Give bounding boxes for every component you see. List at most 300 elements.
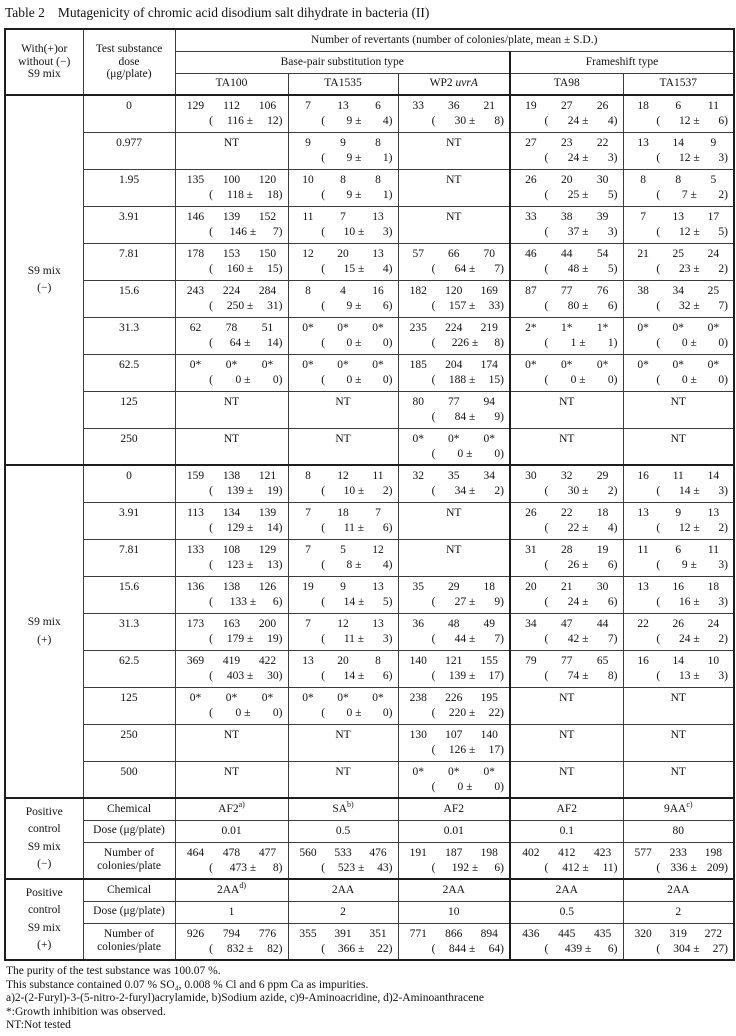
replicate-value: 44 <box>596 617 609 630</box>
result-cell <box>623 539 734 576</box>
result-cell <box>175 923 288 960</box>
replicate-values <box>289 503 398 521</box>
open-paren: ( <box>544 595 549 608</box>
open-paren: ( <box>544 373 549 386</box>
replicate-value: 0* <box>448 432 460 445</box>
sd-value: 2) <box>718 632 728 645</box>
open-paren: ( <box>321 262 326 275</box>
sd-value: 3) <box>382 225 393 238</box>
not-tested-cell <box>623 761 734 798</box>
section-label: Positive control S9 mix (−) <box>5 798 83 879</box>
open-paren: ( <box>656 188 661 201</box>
mean-sd <box>624 299 734 316</box>
replicate-value: 284 <box>258 284 277 297</box>
chemical-cell: 2AA <box>398 879 510 901</box>
replicate-values <box>289 207 398 225</box>
sd-value: 33) <box>488 299 504 312</box>
replicate-value: 87 <box>525 284 537 297</box>
mean-sd <box>289 299 398 316</box>
positive-control-chemical-row <box>5 798 734 820</box>
sd-value: 11) <box>602 861 618 874</box>
sd-value: 13) <box>267 558 283 571</box>
sd-value: 22) <box>377 942 393 955</box>
sd-value: 6) <box>272 595 283 608</box>
open-paren: ( <box>209 706 213 719</box>
sd-value: 14) <box>267 521 283 534</box>
replicate-value: 130 <box>409 728 427 741</box>
replicate-value: 106 <box>258 100 277 112</box>
nt-value: NT <box>446 506 462 519</box>
sd-value: 4) <box>382 115 393 127</box>
open-paren: ( <box>321 225 326 238</box>
nt-value: NT <box>446 543 462 556</box>
open-paren: ( <box>321 188 326 201</box>
replicate-value: 38 <box>560 210 573 223</box>
replicate-value: 794 <box>222 927 241 940</box>
replicate-value: 33 <box>525 210 537 223</box>
mean-sd <box>399 632 510 649</box>
mean-sd <box>399 706 510 723</box>
replicate-values <box>289 466 398 484</box>
sd-value: 0) <box>607 373 618 386</box>
mean-sd <box>176 373 288 390</box>
replicate-value: 163 <box>222 617 241 630</box>
mean-value: 32 ± <box>678 299 700 312</box>
sd-value: 6) <box>382 299 393 312</box>
open-paren: ( <box>544 225 549 238</box>
replicate-value: 139 <box>222 210 241 223</box>
mean-sd <box>399 373 510 390</box>
sd-value: 8) <box>494 115 504 127</box>
replicate-value: 17 <box>707 210 720 223</box>
mean-value: 27 ± <box>454 595 476 608</box>
replicate-value: 46 <box>525 247 537 260</box>
result-cell <box>288 613 398 650</box>
mean-sd-empty <box>511 410 623 427</box>
nt-value: NT <box>670 395 686 408</box>
replicate-value: 560 <box>299 846 317 859</box>
mean-value: 9 ± <box>346 299 362 312</box>
dose-cell: 62.5 <box>83 650 175 687</box>
sd-value: 30) <box>267 669 283 682</box>
nt-value: NT <box>559 765 575 778</box>
sd-value: 3) <box>718 485 728 497</box>
open-paren: ( <box>544 861 549 874</box>
nt-value: NT <box>335 395 351 408</box>
replicate-values <box>289 614 398 632</box>
open-paren: ( <box>656 225 661 238</box>
section-label: S9 mix (+) <box>5 465 83 798</box>
mean-value: 44 ± <box>454 632 476 645</box>
mean-value: 11 ± <box>343 632 365 645</box>
replicate-values <box>624 281 734 299</box>
replicate-value: 140 <box>480 728 498 741</box>
chemical-cell: 2AA$^{d)}$ <box>175 879 288 901</box>
replicate-value: 0* <box>189 691 202 704</box>
replicate-value: 34 <box>525 617 537 630</box>
mean-sd <box>399 669 510 686</box>
mean-value: 832 ± <box>226 942 254 955</box>
chemical-cell: 9AA$^{c)}$ <box>623 798 734 820</box>
mean-value: 30 ± <box>454 115 476 127</box>
mean-sd-empty <box>289 447 398 464</box>
dose-value-cell: 0.5 <box>288 820 398 842</box>
replicate-value: 57 <box>412 247 424 260</box>
result-cell <box>398 650 510 687</box>
replicate-values <box>399 843 510 861</box>
sd-value: 3) <box>607 151 618 164</box>
open-paren: ( <box>656 595 661 608</box>
open-paren: ( <box>656 558 661 571</box>
replicate-value: 159 <box>186 470 205 482</box>
replicate-value: 13 <box>302 654 314 667</box>
mean-value: 12 ± <box>678 115 700 127</box>
sd-value: 6) <box>607 299 618 312</box>
sd-value: 6) <box>382 669 393 682</box>
dose-cell: 1.95 <box>83 169 175 206</box>
replicate-values <box>289 540 398 558</box>
dose-cell: 7.81 <box>83 243 175 280</box>
replicate-value: 0* <box>483 432 495 445</box>
mean-sd <box>176 706 288 723</box>
replicate-value: 894 <box>480 927 498 940</box>
replicate-values <box>176 281 288 299</box>
replicate-values <box>289 133 398 151</box>
mean-sd <box>624 151 734 168</box>
replicate-value: 21 <box>483 100 495 112</box>
data-row <box>5 280 734 317</box>
replicate-value: 435 <box>593 927 612 940</box>
chemical-cell: AF2 <box>510 798 623 820</box>
replicate-values <box>399 466 510 484</box>
open-paren: ( <box>544 521 549 534</box>
mean-value: 226 ± <box>451 336 479 349</box>
replicate-value: 21 <box>637 247 649 260</box>
replicate-values <box>624 651 734 669</box>
replicate-values <box>399 392 510 410</box>
replicate-values <box>176 170 288 188</box>
replicate-value: 77 <box>560 284 573 297</box>
sd-value: 7) <box>607 632 618 645</box>
result-cell <box>175 243 288 280</box>
data-row <box>5 465 734 502</box>
result-cell <box>398 923 510 960</box>
positive-control-count-row <box>5 923 734 960</box>
replicate-value: 238 <box>409 691 427 704</box>
mean-value: 366 ± <box>337 942 365 955</box>
dose-row-label: Dose (μg/plate) <box>83 820 175 842</box>
not-tested-cell <box>623 391 734 428</box>
not-tested-cell <box>510 761 623 798</box>
replicate-value: 7 <box>305 506 311 519</box>
replicate-value: 419 <box>222 654 241 667</box>
dose-cell: 15.6 <box>83 280 175 317</box>
open-paren: ( <box>321 151 326 164</box>
data-row <box>5 724 734 761</box>
replicate-value: 182 <box>409 284 427 297</box>
replicate-value: 6 <box>675 543 682 556</box>
result-cell <box>175 842 288 879</box>
replicate-value: 412 <box>558 846 576 859</box>
open-paren: ( <box>431 485 436 497</box>
nt-value: NT <box>335 765 351 778</box>
dose-cell: 250 <box>83 724 175 761</box>
replicate-value: 94 <box>483 395 495 408</box>
mean-value: 24 ± <box>567 595 589 608</box>
mean-value: 146 ± <box>229 225 257 238</box>
not-tested-cell <box>510 687 623 724</box>
replicate-value: 16 <box>372 284 384 297</box>
dose-cell: 31.3 <box>83 613 175 650</box>
footnotes <box>4 961 733 1033</box>
data-row <box>5 391 734 428</box>
result-cell <box>398 613 510 650</box>
replicate-value: 13 <box>372 617 384 630</box>
mean-value: 0 ± <box>570 373 586 386</box>
open-paren: ( <box>321 115 326 127</box>
mean-sd <box>289 595 398 612</box>
header-dose: Test substance dose (μg/plate) <box>83 29 175 95</box>
sd-value: 15) <box>488 373 504 386</box>
result-cell <box>288 650 398 687</box>
replicate-values <box>399 688 510 706</box>
nt-value: NT <box>670 728 686 741</box>
mean-value: 10 ± <box>343 225 365 238</box>
replicate-value: 140 <box>409 654 427 667</box>
data-row <box>5 428 734 465</box>
data-row <box>5 576 734 613</box>
not-tested-cell <box>510 391 623 428</box>
mean-sd-empty <box>176 780 288 797</box>
mean-sd <box>511 942 623 959</box>
result-cell <box>175 576 288 613</box>
data-row <box>5 761 734 798</box>
dose-value-cell: 0.01 <box>175 820 288 842</box>
replicate-values <box>624 503 734 521</box>
mean-sd <box>176 225 288 242</box>
replicate-values <box>511 207 623 225</box>
replicate-value: 926 <box>186 927 205 940</box>
nt-value: NT <box>223 395 240 408</box>
dose-cell: 31.3 <box>83 317 175 354</box>
sd-value: 6) <box>494 861 504 874</box>
replicate-value: 153 <box>222 247 241 260</box>
dose-cell: 15.6 <box>83 576 175 613</box>
positive-control-dose-row <box>5 901 734 923</box>
replicate-value: 120 <box>258 173 277 186</box>
replicate-values <box>176 503 288 521</box>
chemical-cell: AF2$^{a)}$ <box>175 798 288 820</box>
mean-value: 24 ± <box>567 151 589 164</box>
open-paren: ( <box>656 336 661 349</box>
replicate-value: 22 <box>637 617 649 630</box>
result-cell <box>510 280 623 317</box>
sd-value: 14) <box>267 336 283 349</box>
replicate-values <box>624 614 734 632</box>
mean-sd <box>399 484 510 501</box>
mean-sd <box>624 373 734 390</box>
replicate-value: 32 <box>412 470 424 482</box>
mean-sd <box>289 942 398 959</box>
replicate-value: 36 <box>448 100 460 112</box>
replicate-value: 29 <box>448 580 460 593</box>
replicate-values <box>399 318 510 336</box>
mean-sd <box>624 262 734 279</box>
replicate-value: 7 <box>305 100 311 112</box>
sd-value: 4) <box>382 558 393 571</box>
replicate-value: 13 <box>372 580 384 593</box>
replicate-value: 204 <box>445 358 463 371</box>
mean-value: 15 ± <box>343 262 365 275</box>
chemical-cell: AF2 <box>398 798 510 820</box>
replicate-value: 0* <box>412 765 424 778</box>
open-paren: ( <box>544 151 549 164</box>
mean-sd <box>399 861 510 878</box>
sd-value: 12) <box>267 115 283 127</box>
replicate-value: 477 <box>258 846 277 859</box>
mean-sd-empty <box>624 780 734 797</box>
mean-value: 9 ± <box>346 115 362 127</box>
replicate-values <box>289 170 398 188</box>
mean-sd-empty <box>511 780 623 797</box>
replicate-value: 0* <box>637 358 649 371</box>
mean-sd <box>624 225 734 242</box>
mean-sd <box>624 632 734 649</box>
open-paren: ( <box>656 115 661 127</box>
mean-value: 64 ± <box>454 262 476 275</box>
replicate-value: 1* <box>560 321 573 334</box>
replicate-value: 243 <box>186 284 205 297</box>
mean-sd <box>511 151 623 168</box>
replicate-values <box>511 170 623 188</box>
mean-sd <box>624 558 734 575</box>
replicate-value: 233 <box>669 846 687 859</box>
result-cell <box>623 465 734 502</box>
replicate-value: 20 <box>560 173 573 186</box>
result-cell <box>288 923 398 960</box>
mean-value: 0 ± <box>346 373 362 386</box>
result-cell <box>288 502 398 539</box>
result-cell <box>623 613 734 650</box>
replicate-value: 200 <box>258 617 277 630</box>
replicate-value: 27 <box>560 100 573 112</box>
sd-value: 31) <box>267 299 283 312</box>
replicate-value: 36 <box>412 617 424 630</box>
mean-value: 133 ± <box>229 595 257 608</box>
footnote-purity: The purity of the test substance was 100.07 %. <box>6 965 221 977</box>
result-cell <box>288 465 398 502</box>
mean-sd-empty <box>624 410 734 427</box>
open-paren: ( <box>209 188 213 201</box>
mean-value: 9 ± <box>346 188 362 201</box>
mean-sd <box>624 669 734 686</box>
not-tested-cell <box>288 724 398 761</box>
open-paren: ( <box>209 669 213 682</box>
open-paren: ( <box>321 558 326 571</box>
sd-value: 8) <box>607 669 618 682</box>
mean-sd <box>176 669 288 686</box>
open-paren: ( <box>431 632 436 645</box>
replicate-values <box>511 540 623 558</box>
number-row-label: Number of colonies/plate <box>83 923 175 960</box>
replicate-value: 7 <box>305 543 311 556</box>
result-cell <box>510 206 623 243</box>
mean-value: 80 ± <box>567 299 589 312</box>
replicate-value: 155 <box>480 654 498 667</box>
not-tested-cell <box>175 761 288 798</box>
sd-value: 6) <box>718 115 728 127</box>
replicate-value: 771 <box>409 927 427 940</box>
sd-value: 0) <box>272 706 283 719</box>
data-row <box>5 206 734 243</box>
replicate-value: 13 <box>637 136 649 149</box>
result-cell <box>288 317 398 354</box>
replicate-value: 174 <box>480 358 498 371</box>
sd-value: 1) <box>607 336 618 349</box>
replicate-value: 18 <box>337 506 349 519</box>
dose-cell: 3.91 <box>83 502 175 539</box>
replicate-values <box>511 244 623 262</box>
replicate-values <box>176 614 288 632</box>
mean-value: 139 ± <box>448 669 476 682</box>
not-tested-cell <box>398 132 510 169</box>
replicate-value: 26 <box>672 617 684 630</box>
mean-sd-empty <box>399 188 510 205</box>
mean-value: 304 ± <box>673 942 700 955</box>
mean-sd <box>399 410 510 427</box>
replicate-value: 80 <box>412 395 424 408</box>
sd-value: 4) <box>382 262 393 275</box>
replicate-value: 272 <box>704 927 723 940</box>
replicate-value: 0* <box>261 691 274 704</box>
mean-sd <box>176 942 288 959</box>
mean-sd-empty <box>399 151 510 168</box>
result-cell <box>398 95 510 132</box>
sd-value: 6) <box>607 942 618 955</box>
replicate-values <box>289 355 398 373</box>
replicate-value: 11 <box>302 210 314 223</box>
replicate-value: 152 <box>258 210 277 223</box>
replicate-value: 6 <box>375 100 381 112</box>
result-cell <box>288 169 398 206</box>
replicate-value: 11 <box>372 470 384 482</box>
result-cell <box>175 687 288 724</box>
result-cell <box>623 206 734 243</box>
replicate-values <box>289 651 398 669</box>
replicate-values <box>289 924 398 942</box>
replicate-value: 112 <box>223 100 240 112</box>
number-row-label: Number of colonies/plate <box>83 842 175 879</box>
open-paren: ( <box>544 485 549 497</box>
replicate-value: 133 <box>186 543 205 556</box>
replicate-value: 121 <box>445 654 463 667</box>
mean-sd <box>289 861 398 878</box>
open-paren: ( <box>321 942 326 955</box>
sd-value: 2) <box>718 521 728 534</box>
replicate-value: 0* <box>483 765 495 778</box>
replicate-value: 16 <box>672 580 684 593</box>
open-paren: ( <box>544 632 549 645</box>
sd-value: 209) <box>706 861 728 874</box>
strain-header: TA1537 <box>623 73 734 95</box>
table-body <box>5 95 734 960</box>
mean-value: 188 ± <box>448 373 476 386</box>
replicate-value: 0* <box>560 358 573 371</box>
mean-sd <box>176 595 288 612</box>
strain-header: TA100 <box>175 73 288 95</box>
header-row-1 <box>5 29 734 51</box>
mean-value: 179 ± <box>226 632 254 645</box>
